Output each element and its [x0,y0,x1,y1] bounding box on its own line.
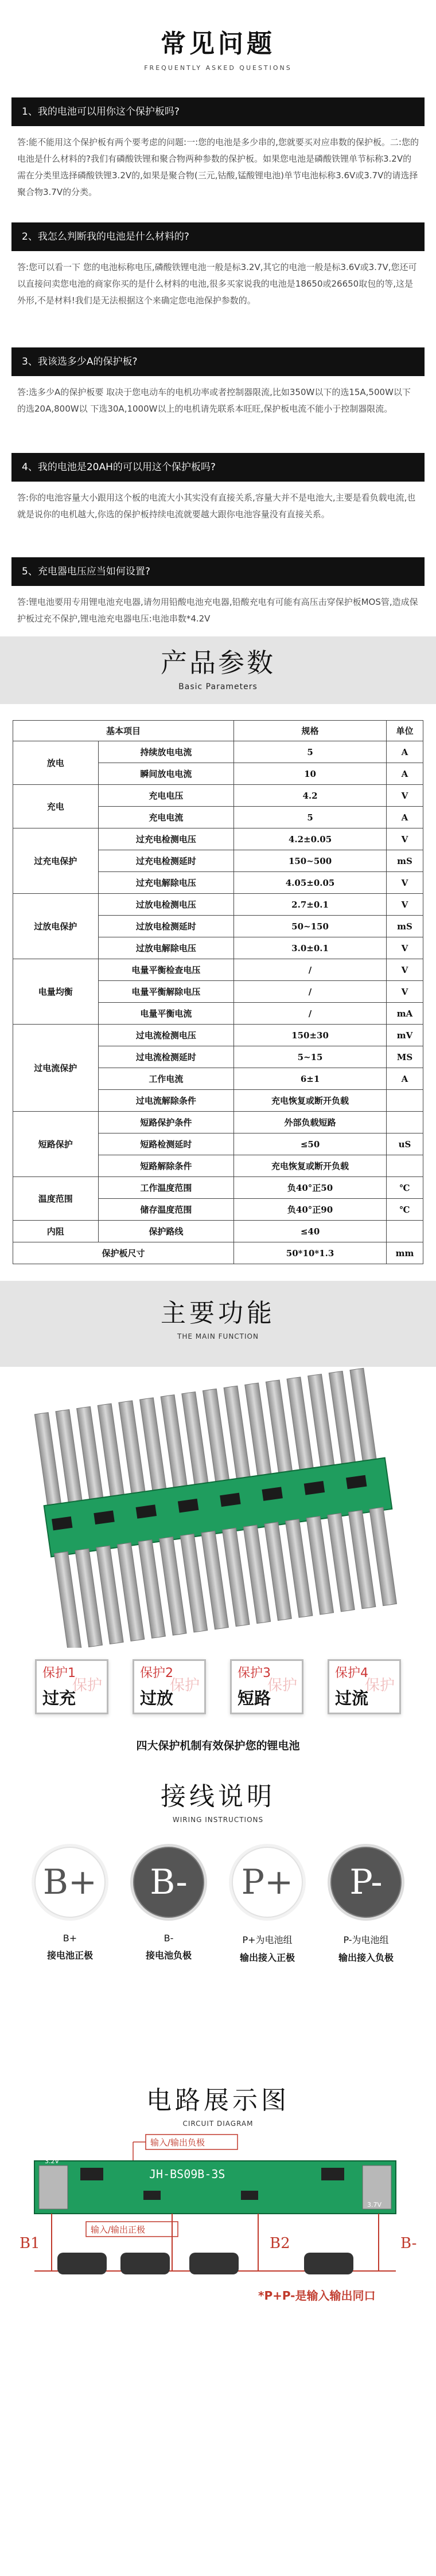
params-item-name: 过充电检测延时 [98,850,234,872]
protection-caption: 四大保护机制有效保护您的锂电池 [136,1740,300,1752]
nickel-strip [287,1377,314,1473]
label-io-negative: 输入/输出负极 [150,2137,205,2148]
battery-cell [304,2253,353,2274]
params-item-name: 过电流检测延时 [98,1046,234,1068]
params-unit: V [386,981,423,1003]
faq-section [0,0,436,636]
params-unit: mS [386,850,423,872]
main-function-section [0,1281,436,1753]
terminal-p-plus [230,1847,305,1964]
params-item-name: 短路检测延时 [98,1133,234,1155]
terminal-p-minus [329,1847,403,1964]
params-group: 过充电保护 [13,828,99,894]
faq-question: 4、我的电池是20AH的可以用这个保护板吗? [11,453,425,482]
board-mark: 3.2V [45,2157,60,2165]
nickel-strip [266,1380,293,1476]
params-spec: 4.2 [234,785,387,807]
protection-number: 保护4 [335,1666,368,1680]
battery-cell [57,2253,107,2274]
params-item-name: 过放电检测电压 [98,894,234,916]
nickel-strip [119,1401,146,1496]
battery-cells [57,2253,353,2274]
terminal-symbol: P- [349,1862,383,1902]
params-section [0,636,436,1281]
label-b2: B2 [270,2235,290,2252]
params-unit [386,1155,423,1177]
params-unit: V [386,894,423,916]
terminal-b-plus-icon [34,1847,106,1918]
params-table-wrap [0,704,436,1281]
params-col-spec: 规格 [234,721,387,741]
faq-item [0,453,436,557]
params-spec: 150~500 [234,850,387,872]
protection-ghost-text: 保护 [169,1677,200,1694]
params-group: 温度范围 [13,1177,99,1221]
params-header-row [13,721,423,741]
params-row [13,1177,423,1199]
pad-left [39,2165,68,2209]
terminal-symbol: P+ [241,1862,294,1902]
params-row [13,828,423,850]
params-banner [0,636,436,704]
chip-4 [241,2191,258,2200]
terminal-desc: 输出接入正极 [239,1952,295,1963]
params-item-name: 过放电检测延时 [98,916,234,937]
circuit-subtitle: CIRCUIT DIAGRAM [182,2120,254,2128]
faq-item [0,347,436,453]
terminal-name: B- [164,1933,174,1944]
terminal-b-plus [33,1847,107,1964]
params-item-name: 瞬间放电电流 [98,763,234,785]
params-item-name: 过电流检测电压 [98,1025,234,1046]
params-item-name: 保护路线 [98,1221,234,1242]
params-group: 电量均衡 [13,959,99,1025]
params-unit: V [386,785,423,807]
faq-question: 5、充电器电压应当如何设置? [11,557,425,586]
params-unit: A [386,763,423,785]
params-row [13,1221,423,1242]
nickel-strip [140,1398,167,1494]
nickel-strip [308,1374,335,1470]
params-item-name: 储存温度范围 [98,1199,234,1221]
faq-question: 2、我怎么判断我的电池是什么材料的? [11,222,425,251]
terminal-desc: 接电池负极 [145,1950,192,1961]
params-spec: 2.7±0.1 [234,894,387,916]
params-group: 保护板尺寸 [13,1242,234,1264]
main-function-subtitle: THE MAIN FUNCTION [177,1332,259,1340]
circuit-diagram [0,2133,436,2305]
main-function-title: 主要功能 [161,1299,275,1328]
nickel-strip [245,1383,272,1479]
params-item-name: 电量平衡解除电压 [98,981,234,1003]
params-row [13,959,423,981]
protection-ghost-text: 保护 [72,1677,102,1694]
circuit-title: 电路展示图 [146,2086,290,2115]
params-spec: 负40°正90 [234,1199,387,1221]
pcb-strip-image [0,1367,436,1648]
nickel-strip [329,1371,356,1467]
params-title: 产品参数 [161,647,275,678]
params-spec: ≤50 [234,1133,387,1155]
params-row [13,894,423,916]
protection-label: 过放 [140,1688,174,1708]
faq-question: 3、我该选多少A的保护板? [11,347,425,376]
params-unit: A [386,1068,423,1090]
params-unit: mA [386,1003,423,1025]
params-unit [386,1221,423,1242]
params-unit: ℃ [386,1177,423,1199]
nickel-strip [350,1368,377,1464]
label-io-positive: 输入/输出正极 [91,2225,146,2235]
faq-answer: 答:您可以看一下 您的电池标称电压,磷酸铁锂电池一般是标3.2V,其它的电池一般是标3.6V或3.7V,您还可以直接问卖您电池的商家你买的是什么材料的电池,很多买家说我的电池是18650或26650取包的等,这是外形,不是材料!我们是无法根据这个来确定您电池保护参数的。 [17,262,417,306]
params-unit: MS [386,1046,423,1068]
params-spec: 10 [234,763,387,785]
chip-1 [80,2168,103,2180]
board-photo [0,1367,436,1648]
terminal-p-minus-icon [330,1847,402,1918]
chip-3 [143,2191,161,2200]
params-unit: V [386,872,423,894]
nickel-strip [182,1392,209,1488]
params-item-name: 工作温度范围 [98,1177,234,1199]
params-unit [386,1090,423,1112]
params-unit: mV [386,1025,423,1046]
params-item-name: 电量平衡电流 [98,1003,234,1025]
nickel-strip [203,1389,229,1484]
params-unit: mS [386,916,423,937]
nickel-strip [34,1413,61,1508]
terminal-symbol: B- [150,1862,188,1902]
nickel-strip [98,1404,124,1499]
params-row [13,785,423,807]
terminal-name: P+为电池组 [242,1934,293,1945]
circuit-note: *P+P-是输入输出同口 [258,2289,376,2303]
params-group: 内阻 [13,1221,99,1242]
protection-label: 过流 [335,1688,369,1708]
params-group: 过放电保护 [13,894,99,959]
terminal-name: P-为电池组 [343,1934,389,1945]
terminal-desc: 接电池正极 [46,1950,93,1961]
params-spec: 5 [234,741,387,763]
params-unit [386,1112,423,1133]
params-spec: 外部负载短路 [234,1112,387,1133]
faq-answer: 答:能不能用这个保护板有两个要考虑的问题:一:您的电池是多少串的,您就要买对应串数的保护板。二:您的电池是什么材料的?我们有磷酸铁锂和聚合物两种参数的保护板。如果您电池是磷酸铁锂单节标称3.2V的需在分类里选择磷酸铁锂3.2V的,如果是聚合物(三元,钴酸,锰酸锂电池)单节电池标称3.6V或3.7V的请选择聚合物3.7V的分类。 [17,137,419,197]
params-item-name: 过放电解除电压 [98,937,234,959]
faq-item [0,97,436,222]
params-spec: 6±1 [234,1068,387,1090]
protection-label: 短路 [238,1688,271,1708]
wiring-header [0,1753,436,1824]
params-group: 放电 [13,741,99,785]
params-spec: 150±30 [234,1025,387,1046]
faq-answer: 答:你的电池容量大小跟用这个板的电流大小其实没有直接关系,容量大并不是电池大,主要是看负载电流,也就是说你的电机越大,你选的保护板持续电流就要越大跟你电池容量没有直接关系。 [17,492,416,519]
params-spec: 负40°正50 [234,1177,387,1199]
params-row [13,741,423,763]
params-item-name: 电量平衡检查电压 [98,959,234,981]
params-col-item: 基本项目 [13,721,234,741]
params-group: 充电 [13,785,99,828]
battery-cell [120,2253,170,2274]
terminal-p-plus-icon [232,1847,303,1918]
protection-card-short-circuit [230,1659,303,1714]
chip-2 [321,2168,344,2180]
params-spec: / [234,1003,387,1025]
nickel-strip [77,1406,104,1502]
params-col-unit: 单位 [386,721,423,741]
params-unit: A [386,807,423,828]
params-unit: ℃ [386,1199,423,1221]
params-unit: V [386,828,423,850]
params-unit: V [386,959,423,981]
params-item-name: 短路保护条件 [98,1112,234,1133]
params-unit: V [386,937,423,959]
params-spec: 50*10*1.3 [234,1242,387,1264]
params-spec: 充电恢复或断开负载 [234,1155,387,1177]
terminal-b-minus [131,1847,206,1964]
board-model-label: JH-BS09B-3S [149,2167,225,2181]
terminal-list [0,1847,436,1964]
board-mark: 3.7V [367,2201,382,2208]
params-spec: 3.0±0.1 [234,937,387,959]
faq-title: 常见问题 [161,29,275,58]
params-spec: ≤40 [234,1221,387,1242]
params-spec: / [234,981,387,1003]
params-item-name: 过充电检测电压 [98,828,234,850]
nickel-strip [161,1395,188,1491]
params-spec: 充电恢复或断开负载 [234,1090,387,1112]
label-b1: B1 [20,2235,40,2252]
params-group: 过电流保护 [13,1025,99,1112]
params-unit: A [386,741,423,763]
protection-ghost-text: 保护 [364,1677,395,1694]
params-item-name: 过电流解除条件 [98,1090,234,1112]
protection-card-overdischarge [133,1659,206,1714]
params-row [13,1242,423,1264]
protection-cards [0,1659,436,1714]
terminal-name: B+ [63,1933,77,1944]
params-spec: 50~150 [234,916,387,937]
main-function-banner [0,1281,436,1367]
wiring-subtitle: WIRING INSTRUCTIONS [172,1816,264,1824]
circuit-section [0,2039,436,2305]
params-spec: 4.05±0.05 [234,872,387,894]
protection-label: 过充 [42,1688,76,1708]
wiring-title: 接线说明 [161,1782,275,1811]
params-item-name: 工作电流 [98,1068,234,1090]
wiring-section [0,1753,436,2039]
protection-number: 保护1 [42,1666,76,1680]
faq-question: 1、我的电池可以用你这个保护板吗? [11,97,425,126]
faq-item [0,557,436,636]
faq-answer: 答:锂电池要用专用锂电池充电器,请勿用铅酸电池充电器,铅酸充电有可能有高压击穿保护板MOS管,造成保护板过充不保护,锂电池充电器电压:电池串数*4.2V [17,597,418,624]
circuit-header [0,2039,436,2128]
faq-header [0,0,436,97]
protection-ghost-text: 保护 [267,1677,297,1694]
faq-item [0,222,436,347]
protection-number: 保护3 [238,1666,271,1680]
params-item-name: 短路解除条件 [98,1155,234,1177]
params-unit: uS [386,1133,423,1155]
params-item-name: 充电电压 [98,785,234,807]
params-spec: 4.2±0.05 [234,828,387,850]
params-item-name: 充电电流 [98,807,234,828]
nickel-strip [56,1409,83,1505]
terminal-b-minus-icon [133,1847,204,1918]
label-b-minus: B- [400,2235,417,2252]
protection-number: 保护2 [140,1666,173,1680]
params-subtitle: Basic Parameters [178,682,258,691]
terminal-symbol: B+ [42,1862,98,1902]
params-spec: 5 [234,807,387,828]
params-group: 短路保护 [13,1112,99,1177]
faq-subtitle: FREQUENTLY ASKED QUESTIONS [144,64,292,72]
params-spec: / [234,959,387,981]
params-item-name: 持续放电电流 [98,741,234,763]
protection-card-overcharge [35,1659,108,1714]
faq-answer: 答:选多少A的保护板要 取决于您电动车的电机功率或者控制器限流,比如350W以下的选15A,500W以下的选20A,800W以 下选30A,1000W以上的电机请先联系本旺旺,保护板电流不能小于控制器限流。 [17,387,411,414]
nickel-strip [224,1386,251,1482]
params-row [13,1025,423,1046]
protection-card-overcurrent [328,1659,401,1714]
battery-cell [189,2253,239,2274]
terminal-desc: 输出接入负极 [338,1952,394,1963]
params-row [13,1112,423,1133]
params-item-name: 过充电解除电压 [98,872,234,894]
params-unit: mm [386,1242,423,1264]
params-spec: 5~15 [234,1046,387,1068]
params-table [13,720,423,1264]
